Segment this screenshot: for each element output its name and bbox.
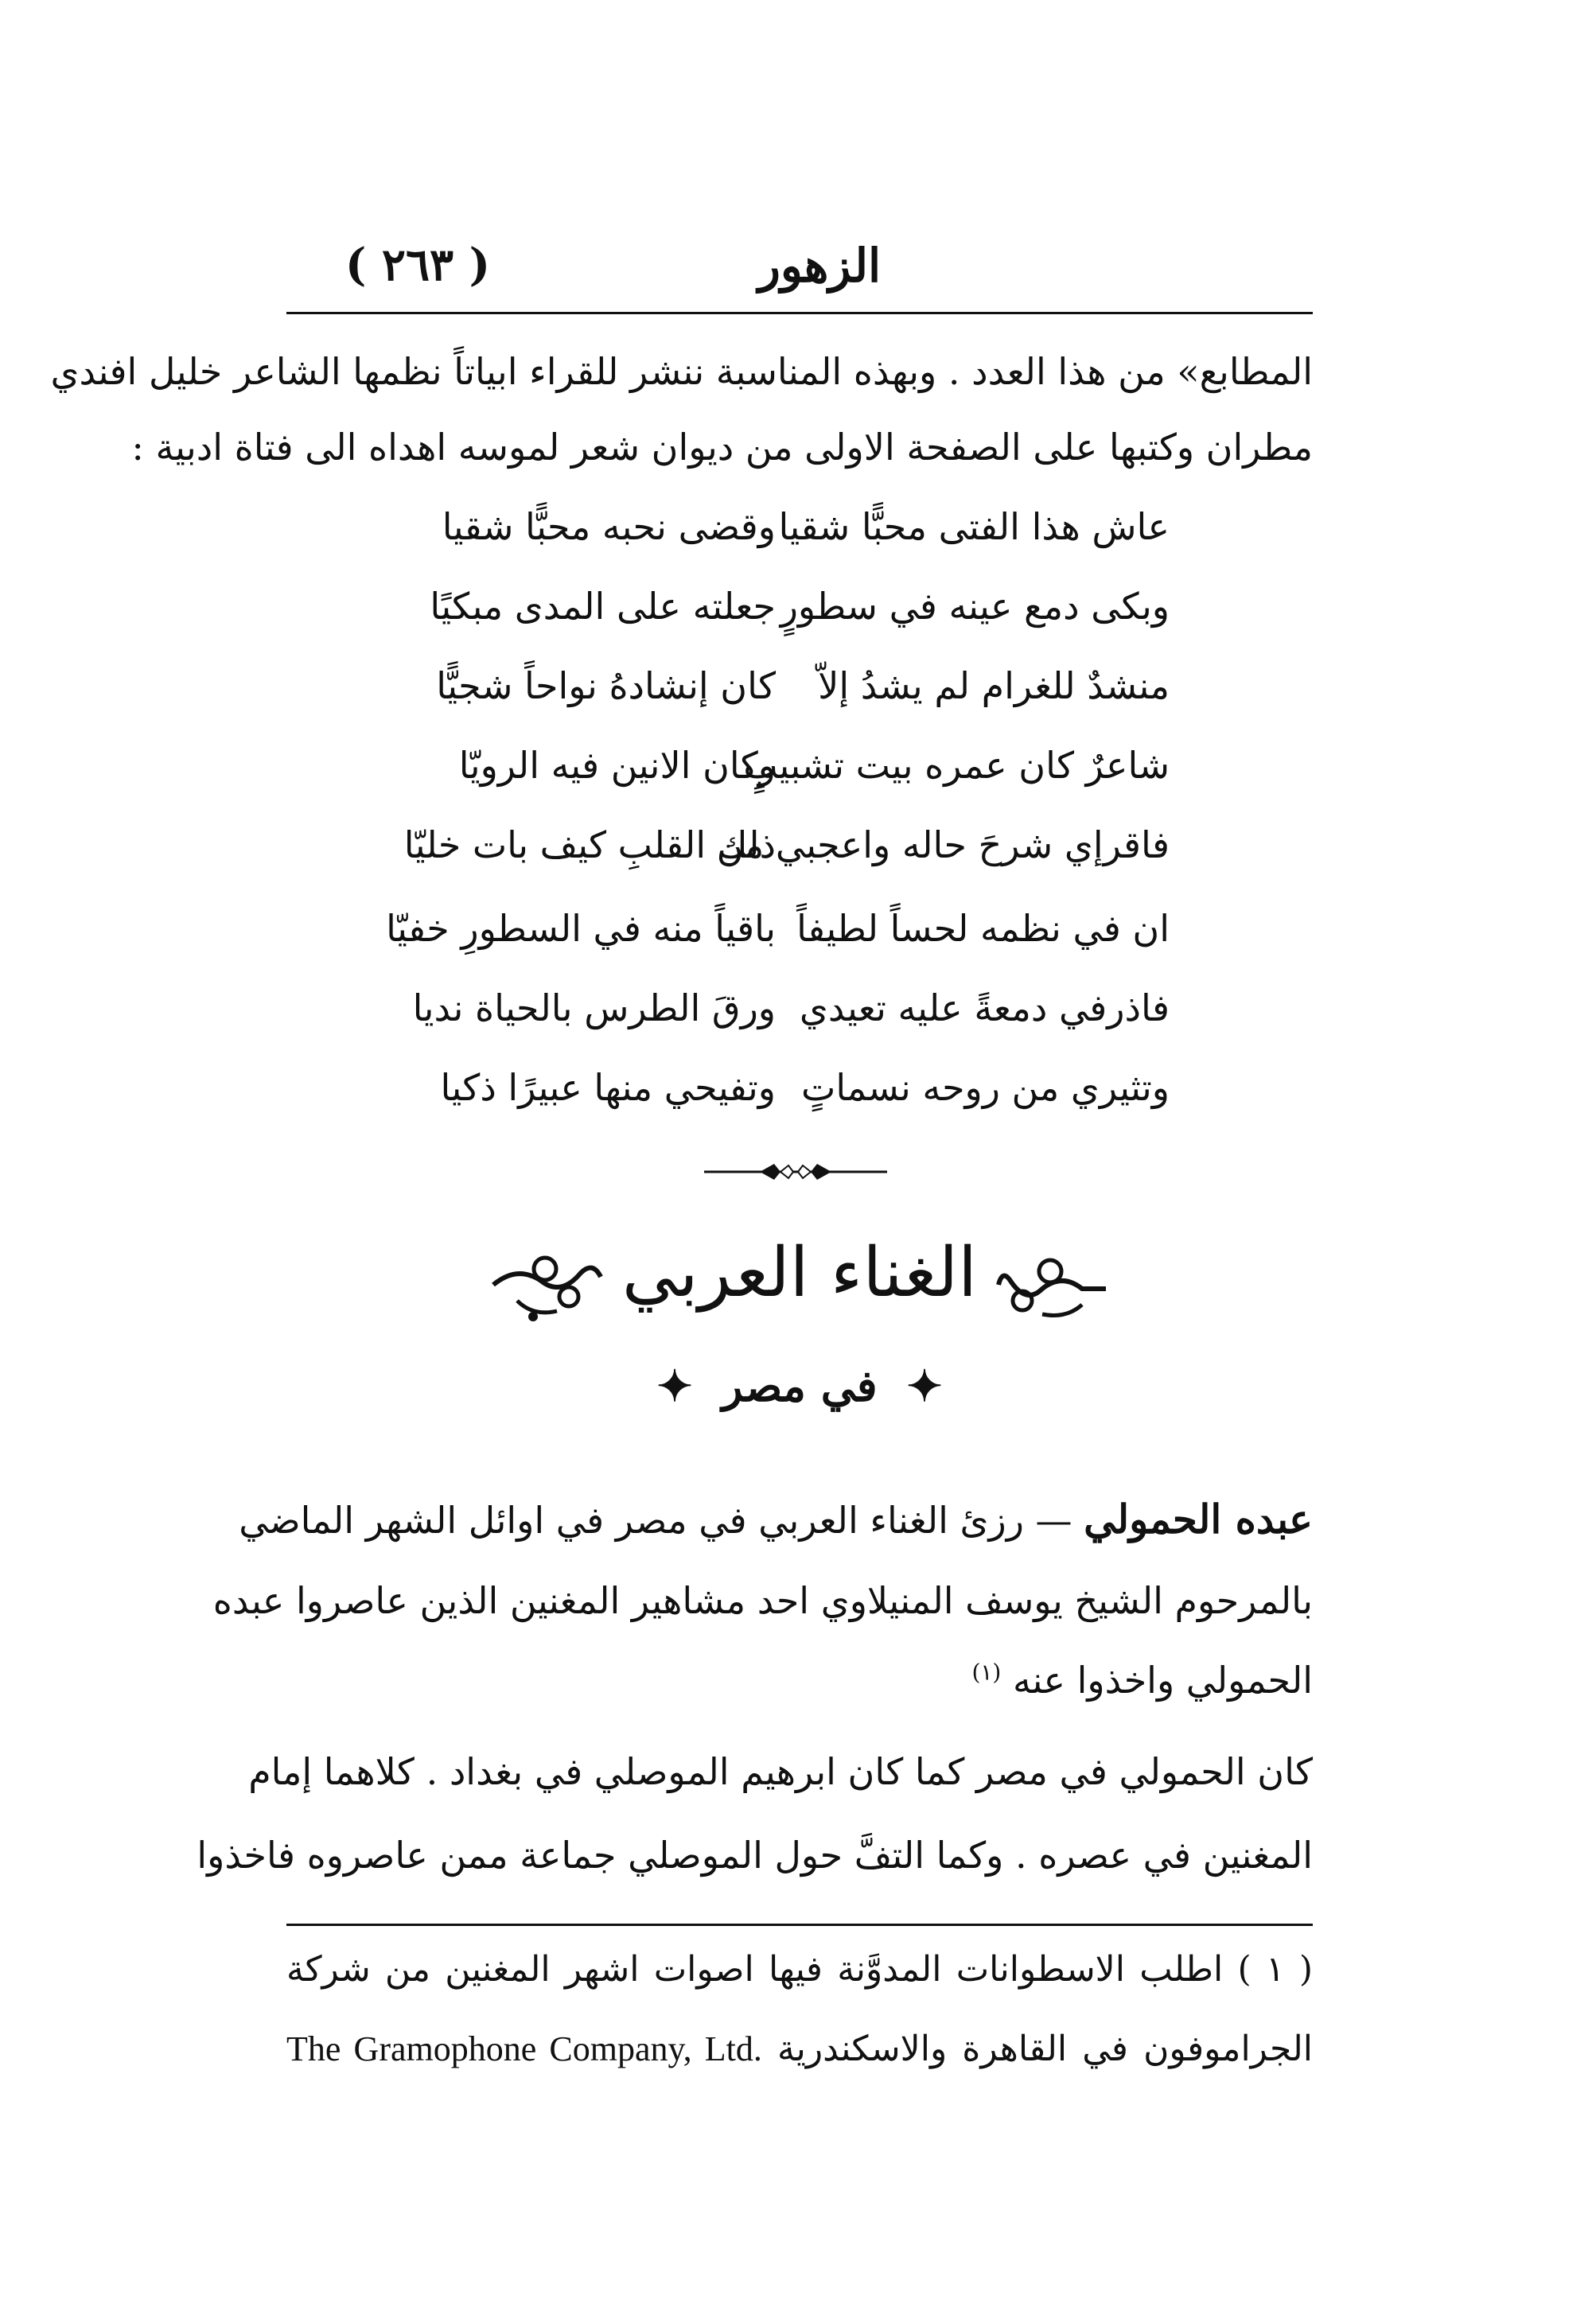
verse-1-first-hemistich: عاش هذا الفتى محبًّا شقيا (778, 505, 1170, 548)
verse-7-first-hemistich: فاذرفي دمعةً عليه تعيدي (799, 986, 1170, 1029)
separator-ornament (704, 1158, 887, 1186)
verse-3-second-hemistich: كان إنشادهُ نواحاً شجيًّا (436, 664, 776, 707)
body-line-1-text: — رزئ الغناء العربي في مصر في اوائل الشهر الماضي (239, 1499, 1072, 1542)
star-ornament-icon: ✦ (656, 1360, 693, 1411)
verse-6-second-hemistich: باقياً منه في السطورِ خفيّا (386, 907, 776, 950)
body-line-1 (239, 1496, 1313, 1543)
verse-5-second-hemistich: ذلك القلبِ كيف بات خليّا (403, 823, 776, 866)
section-subtitle-block (652, 1360, 947, 1411)
body-line-2: بالمرحوم الشيخ يوسف المنيلاوي احد مشاهير المغنين الذين عاصروا عبده (212, 1579, 1313, 1622)
footnote-arabic-text: الجراموفون في القاهرة والاسكندرية (777, 2029, 1313, 2069)
header-rule (286, 312, 1313, 314)
footnote-line-1: ( ١ ) اطلب الاسطوانات المدوَّنة فيها اصوات اشهر المغنين من شركة (286, 1949, 1313, 1990)
intro-line-2: مطران وكتبها على الصفحة الاولى من ديوان شعر لموسه اهداه الى فتاة ادبية : (131, 426, 1313, 469)
right-flourish-icon (995, 1241, 1114, 1329)
body-line-5: المغنين في عصره . وكما التفَّ حول الموصلي جماعة ممن عاصروه فاخذوا (197, 1834, 1313, 1877)
verse-1-second-hemistich: وقضى نحبه محبًّا شقيا (442, 505, 776, 548)
verse-8-first-hemistich: وتثيري من روحه نسماتٍ (801, 1066, 1170, 1109)
section-title: الغناء العربي (621, 1233, 978, 1313)
footnote-reference: (١) (971, 1659, 1002, 1686)
body-line-3 (286, 1659, 1313, 1702)
section-subtitle: في مصر (722, 1360, 878, 1411)
verse-6-first-hemistich: ان في نظمه لحساً لطيفاً (796, 907, 1170, 950)
section-title-block (485, 1217, 1114, 1336)
verse-2-first-hemistich: وبكى دمع عينه في سطورٍ (780, 585, 1170, 628)
verse-8-second-hemistich: وتفيحي منها عبيرًا ذكيا (440, 1066, 776, 1109)
intro-line-1: المطابع» من هذا العدد . وبهذه المناسبة ننشر للقراء ابياتاً نظمها الشاعر خليل افندي (50, 350, 1313, 393)
verse-2-second-hemistich: جعلته على المدى مبكيًا (430, 585, 776, 628)
footnote-rule (286, 1924, 1313, 1926)
star-ornament-icon: ✦ (906, 1360, 943, 1411)
verse-7-second-hemistich: ورقَ الطرس بالحياة نديا (412, 986, 776, 1029)
body-line-3-text: الحمولي واخذوا عنه (1012, 1659, 1313, 1702)
running-header-title: الزهور (757, 239, 882, 293)
footnote-company-name: The Gramophone Company, Ltd. (286, 2029, 762, 2068)
verse-5-first-hemistich: فاقرإي شرحَ حاله واعجبي من (716, 823, 1170, 866)
footnote-line-2 (286, 2029, 1313, 2069)
body-line-4: كان الحمولي في مصر كما كان ابرهيم الموصلي في بغداد . كلاهما إمام (248, 1750, 1313, 1793)
verse-3-first-hemistich: منشدٌ للغرام لم يشدُ إلاّ (818, 664, 1170, 707)
verse-4-first-hemistich: شاعرٌ كان عمره بيت تشبيبٍ (743, 744, 1170, 787)
paragraph-lead-name: عبده الحمولي (1084, 1496, 1313, 1543)
verse-4-second-hemistich: وكان الانين فيه الرويّا (458, 744, 776, 787)
page-number: ( ٢٦٣ ) (345, 239, 491, 291)
